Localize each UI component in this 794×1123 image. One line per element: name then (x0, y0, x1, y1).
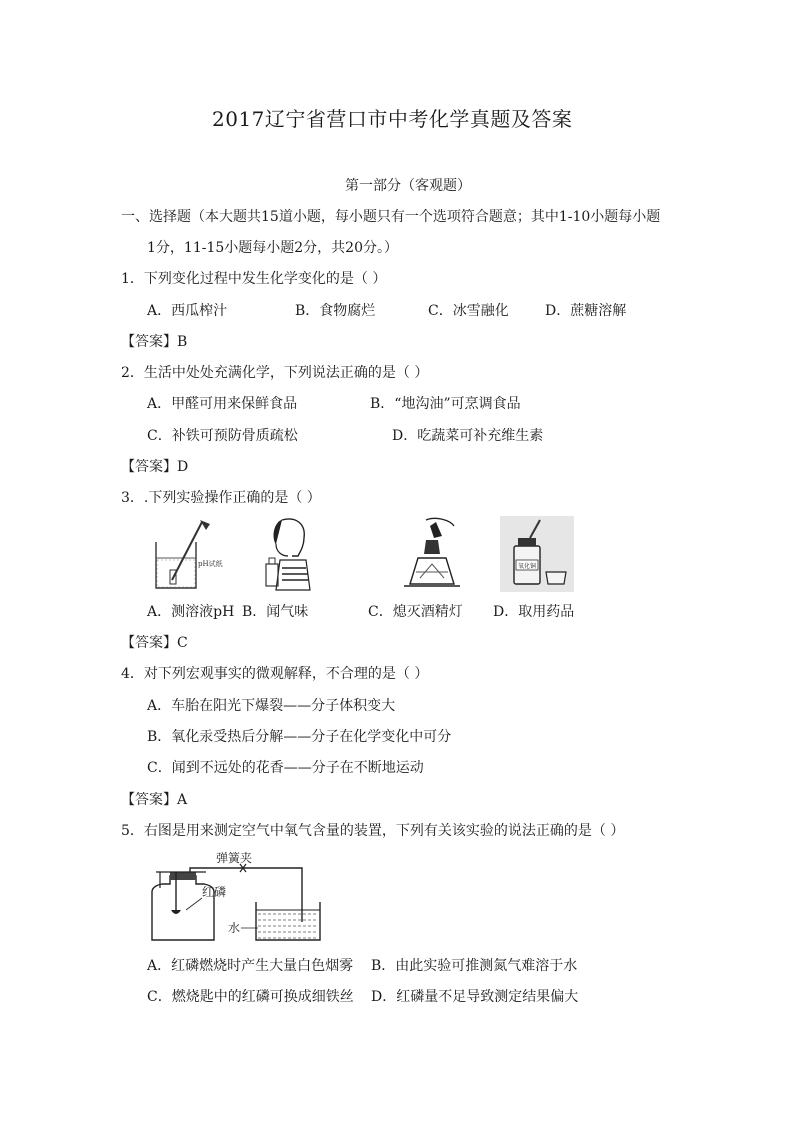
q3-option-a: A．测溶液pH (147, 604, 235, 620)
q5-option-c: C．燃烧匙中的红磷可换成细铁丝 (147, 989, 354, 1005)
q4-option-b: B．氧化汞受热后分解——分子在化学变化中可分 (147, 729, 452, 745)
phosphorus-label: 红磷 (202, 885, 227, 899)
q4-option-c: C．闻到不远处的花香——分子在不断地运动 (147, 760, 424, 776)
question-2-stem: 2．生活中处处充满化学，下列说法正确的是（ ） (121, 365, 429, 381)
q2-option-b: B．“地沟油”可烹调食品 (370, 396, 521, 412)
q5-option-d: D．红磷量不足导致测定结果偏大 (371, 989, 579, 1005)
alcohol-lamp-figure (396, 514, 468, 594)
q4-answer: 【答案】A (121, 792, 188, 808)
section-line-2: 1分，11-15小题每小题2分，共20分。） (147, 240, 398, 256)
question-3-stem: 3．.下列实验操作正确的是（ ） (121, 490, 321, 506)
ph-paper-label: pH试纸 (198, 560, 223, 568)
section-line-1: 一、选择题（本大题共15道小题，每小题只有一个选项符合题意；其中1-10小题每小题 (121, 209, 661, 225)
q4-option-a: A．车胎在阳光下爆裂——分子体积变大 (147, 698, 396, 714)
oxygen-apparatus-figure (146, 848, 322, 944)
question-1-stem: 1．下列变化过程中发生化学变化的是（ ） (121, 271, 387, 287)
part-heading: 第一部分（客观题） (345, 178, 471, 194)
question-4-stem: 4．对下列宏观事实的微观解释，不合理的是（ ） (121, 666, 429, 682)
q1-option-b: B．食物腐烂 (295, 303, 376, 319)
ph-test-figure (148, 516, 230, 592)
q1-option-d: D．蔗糖溶解 (545, 303, 627, 319)
q5-option-b: B．由此实验可推测氮气难溶于水 (371, 958, 578, 974)
q1-option-c: C．冰雪融化 (428, 303, 509, 319)
q1-option-a: A．西瓜榨汁 (147, 303, 228, 319)
reagent-bottle-figure (500, 516, 574, 592)
q2-option-a: A．甲醛可用来保鲜食品 (147, 396, 298, 412)
q3-option-d: D．取用药品 (493, 604, 575, 620)
q3-option-c: C．熄灭酒精灯 (368, 604, 463, 620)
q3-answer: 【答案】C (121, 635, 188, 651)
question-5-stem: 5．右图是用来测定空气中氧气含量的装置，下列有关该实验的说法正确的是（ ） (121, 823, 625, 839)
page-title: 2017辽宁省营口市中考化学真题及答案 (212, 107, 573, 131)
q2-option-d: D．吃蔬菜可补充维生素 (392, 428, 544, 444)
water-label: 水 (228, 921, 241, 935)
q2-answer: 【答案】D (121, 459, 189, 475)
q1-answer: 【答案】B (121, 334, 188, 350)
smell-figure (262, 516, 322, 592)
q2-option-c: C．补铁可预防骨质疏松 (147, 428, 298, 444)
clamp-label: 弹簧夹 (216, 851, 253, 865)
q5-option-a: A．红磷燃烧时产生大量白色烟雾 (147, 958, 354, 974)
q3-option-b: B．闻气味 (242, 604, 309, 620)
bottle-label: 氧化铜 (518, 563, 537, 570)
